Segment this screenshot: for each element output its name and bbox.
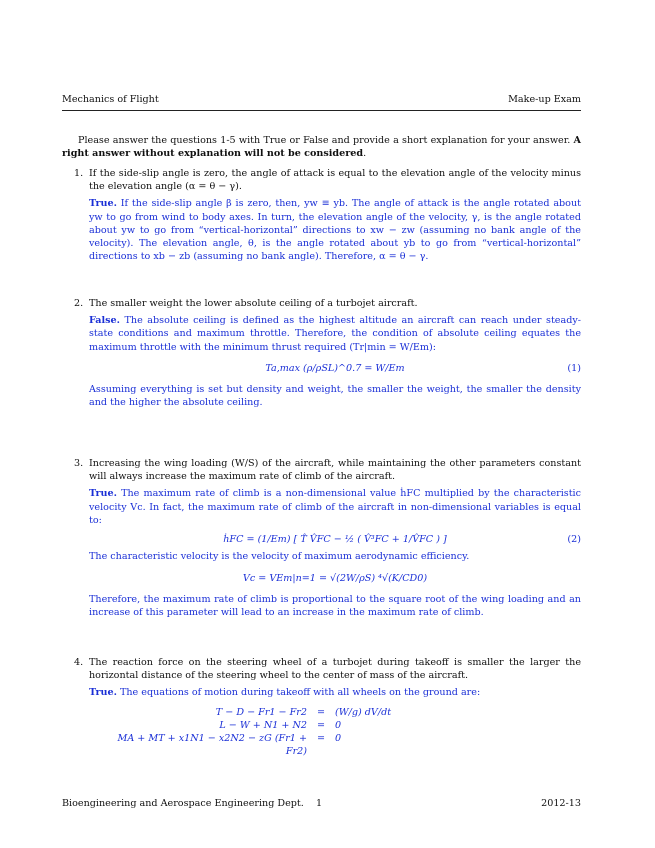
answer-2: False. The absolute ceiling is defined as the highest altitude an aircraft can reach under steady-state conditions and maximum throttle. Therefore, the condition of absolute ceiling equates the maximum throttle with the minimum thrust required (Tr|min = W/Em): <box>89 315 581 353</box>
question-2-text: The smaller weight the lower absolute ceiling of a turbojet aircraft. <box>89 298 418 309</box>
exam-body <box>62 134 581 160</box>
header-rule <box>62 110 581 111</box>
instructions: Please answer the questions 1-5 with True or False and provide a short explanation for your answer. A right answer without explanation will not be considered. <box>62 135 581 160</box>
eom-row-3: MA + MT + x1N1 − x2N2 − zG (Fr1 + Fr2) = 0 <box>117 733 342 758</box>
question-2: 2. The smaller weight the lower absolute ceiling of a turbojet aircraft. False. The absolute ceiling is defined as the highest altitude an aircraft can reach under steady-state conditions and maximum throttle. Therefore, the condition of absolute ceiling equates the maximum throttle with the minimum thrust required (Tr|min = W/Em): Ta,max (ρ/ρSL)^0.7 = W/Em (1) Assuming everything is set but density and weight, the smaller the weight, the smaller the density and the higher the absolute ceiling. <box>74 298 581 409</box>
eom-row-1: T − D − Fr1 − Fr2 = (W/g) dV/dt <box>215 706 392 718</box>
academic-year: 2012-13 <box>541 798 581 809</box>
answer-4: True. The equations of motion during takeoff with all wheels on the ground are: <box>89 687 481 699</box>
equation-2: ḣFC = (1/Em) [ T̂ V̂FC − ½ ( V̂³FC + 1/V̂FC ) ] (2) <box>223 534 581 546</box>
question-1: 1. If the side-slip angle is zero, the angle of attack is equal to the elevation angle of the velocity minus the elevation angle (α = θ − γ). True. If the side-slip angle β is zero, then, yw ≡ yb. The angle of attack is the angle rotated about yw to go from wind to body axes. In turn, the elevation angle of the velocity, γ, is the angle rotated about yw to go from “vertical-horizontal” directions to xw − zw (assuming no bank angle of the velocity). The elevation angle, θ, is the angle rotated about yb to go from “vertical-horizontal” directions to xb − zb (assuming no bank angle). Therefore, α = θ − γ. <box>74 168 581 263</box>
equation-characteristic-velocity: Vc = VEm|n=1 = √(2W/ρS) ⁴√(K/CD0) <box>242 572 428 584</box>
question-4: 4. The reaction force on the steering wheel of a turbojet during takeoff is smaller the larger the horizontal distance of the steering wheel to the center of mass of the aircraft. True. The equations of motion during takeoff with all wheels on the ground are: T − D − Fr1 − Fr2 = (W/g) dV/dt L − W + N1 + N2 = 0 MA + MT + x1N1 − x2N2 − zG (Fr1 + Fr2) = 0 <box>74 657 581 758</box>
answer-2-conclusion: Assuming everything is set but density and weight, the smaller the weight, the smaller the density and the higher the absolute ceiling. <box>89 384 581 409</box>
question-3-text: Increasing the wing loading (W/S) of the aircraft, while maintaining the other parameters constant will always increase the maximum rate of climb of the aircraft. <box>89 458 581 483</box>
eom-row-2: L − W + N1 + N2 = 0 <box>219 719 342 731</box>
exam-title: Make-up Exam <box>508 94 581 105</box>
page-number: 1 <box>316 798 323 809</box>
question-1-text: If the side-slip angle is zero, the angle of attack is equal to the elevation angle of the velocity minus the elevation angle (α = θ − γ). <box>89 168 581 193</box>
instructions-bold: A right answer without explanation will not be considered <box>62 135 581 160</box>
equation-1: Ta,max (ρ/ρSL)^0.7 = W/Em (1) <box>265 362 581 374</box>
equations-of-motion <box>102 706 581 759</box>
answer-3: True. The maximum rate of climb is a non-dimensional value ḣFC multiplied by the characteristic velocity Vc. In fact, the maximum rate of climb of the aircraft in non-dimensional variables is equal to: <box>89 488 581 526</box>
answer-3-mid: The characteristic velocity is the velocity of maximum aerodynamic efficiency. <box>89 551 470 563</box>
course-title: Mechanics of Flight <box>62 94 159 105</box>
answer-1: True. If the side-slip angle β is zero, then, yw ≡ yb. The angle of attack is the angle rotated about yw to go from wind to body axes. In turn, the elevation angle of the velocity, γ, is the angle rotated about yw to go from “vertical-horizontal” directions to xw − zw (assuming no bank angle of the velocity). The elevation angle, θ, is the angle rotated about yb to go from “vertical-horizontal” directions to xb − zb (assuming no bank angle). Therefore, α = θ − γ. <box>89 198 581 263</box>
answer-3-conclusion: Therefore, the maximum rate of climb is proportional to the square root of the wing loading and an increase of this parameter will lead to an increase in the maximum rate of climb. <box>89 593 581 619</box>
question-4-text: The reaction force on the steering wheel of a turbojet during takeoff is smaller the larger the horizontal distance of the steering wheel to the center of mass of the aircraft. <box>89 657 581 682</box>
page-header <box>62 93 581 106</box>
question-3: 3. Increasing the wing loading (W/S) of the aircraft, while maintaining the other parameters constant will always increase the maximum rate of climb of the aircraft. True. The maximum rate of climb is a non-dimensional value ḣFC multiplied by the characteristic velocity Vc. In fact, the maximum rate of climb of the aircraft in non-dimensional variables is equal to: ḣFC = (1/Em) [ T̂ V̂FC − ½ ( V̂³FC + 1/V̂FC ) ] (2) The characteristic velocity is the velocity of maximum aerodynamic efficiency. Vc = VEm|n=1 = √(2W/ρS) ⁴√(K/CD0) Therefore, the maximum rate of climb is proportional to the square root of the wing loading and an increase of this parameter will lead to an increase in the maximum rate of climb. <box>74 458 581 619</box>
department: Bioengineering and Aerospace Engineering Dept. <box>62 798 304 809</box>
